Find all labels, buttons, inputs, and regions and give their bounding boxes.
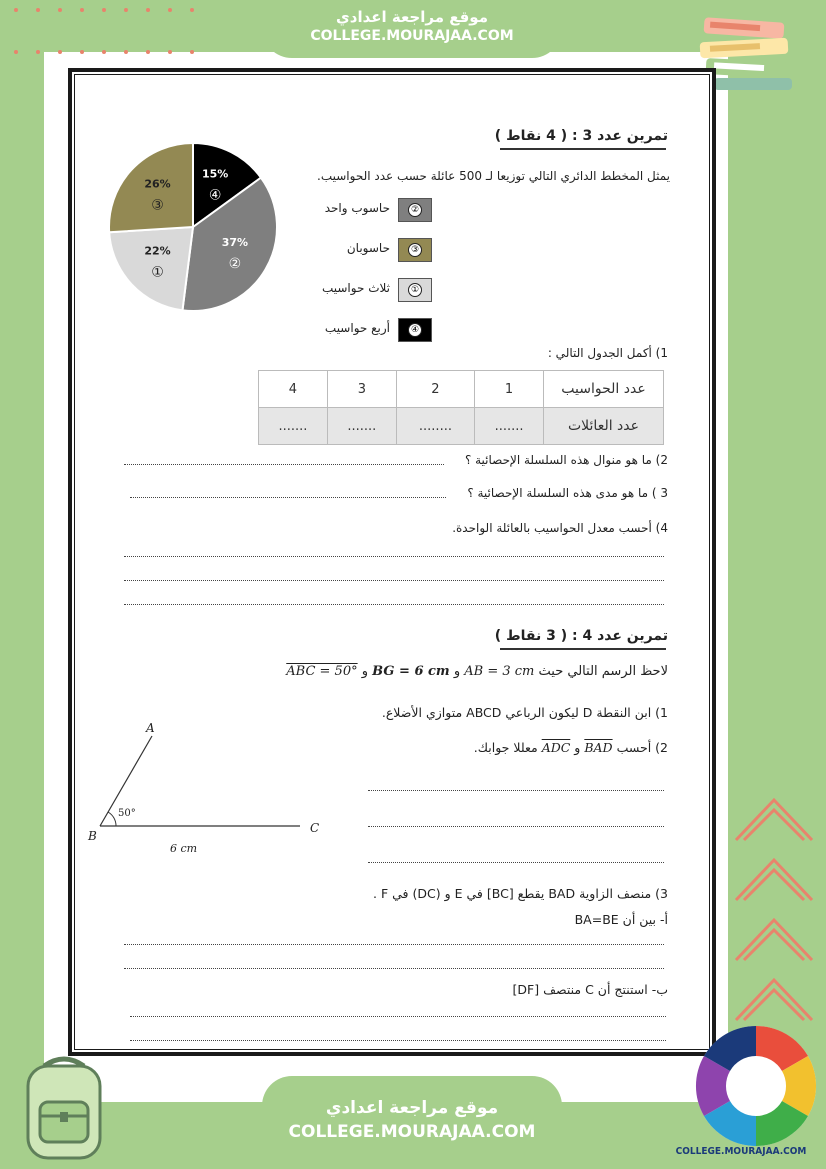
decorative-dot <box>102 8 106 12</box>
pie-slice-label: 26% <box>144 177 171 191</box>
site-name-footer: موقع مراجعة اعدادي <box>325 1098 499 1118</box>
exercise3-q4: 4) أحسب معدل الحواسيب بالعائلة الواحدة. <box>452 521 668 535</box>
legend-swatch <box>398 198 432 222</box>
chevron-decoration <box>730 790 820 1040</box>
exercise3-q2: 2) ما هو منوال هذه السلسلة الإحصائية ؟ <box>464 453 668 467</box>
and-word: و <box>453 664 461 679</box>
exercise4-q1: 1) ابن النقطة D ليكون الرباعي ABCD متوازي الأضلاع. <box>381 705 668 720</box>
exercise4-q3: 3) منصف الزاوية BAD يقطع [BC] في E و (DC) في F . <box>372 886 668 901</box>
q2-text: 2) أحسب <box>616 740 668 755</box>
math-bg: BG = 6 cm <box>372 664 450 679</box>
table-cell: ....... <box>475 408 544 445</box>
legend-swatch <box>398 238 432 262</box>
intro-text: لاحظ الرسم التالي حيث <box>538 664 668 679</box>
exercise3-title-underline <box>500 148 666 150</box>
legend-number: ① <box>408 283 422 297</box>
answer-line <box>124 464 444 465</box>
decorative-dots <box>8 4 208 54</box>
math-adc: $\overline{ADC}$ <box>541 740 571 755</box>
answer-line <box>130 497 446 498</box>
legend-label: حاسوب واحد <box>324 201 390 215</box>
math-abc: ABC = 50° <box>286 664 358 679</box>
pie-slice-number: ① <box>151 264 164 281</box>
table-header-families: عدد العائلات <box>544 408 664 445</box>
answer-line <box>368 826 664 827</box>
exercise3-title: تمرين عدد 3 : ( 4 نقاط ) <box>494 128 668 144</box>
site-name: موقع مراجعة اعدادي <box>336 8 488 26</box>
table-cell: ........ <box>396 408 474 445</box>
answer-line <box>124 604 664 605</box>
decorative-dot <box>36 50 40 54</box>
length-label: 6 cm <box>170 842 198 855</box>
answer-line <box>124 968 664 969</box>
legend-number: ③ <box>408 243 422 257</box>
exercise3-q3: 3 ) ما هو مدى هذه السلسلة الإحصائية ؟ <box>467 486 668 500</box>
answer-line <box>130 1040 666 1041</box>
answer-line <box>124 944 664 945</box>
label-c: C <box>310 821 320 835</box>
exercise4-q3b: ب- استنتج أن C منتصف [DF] <box>512 982 668 997</box>
pie-slice-label: 22% <box>144 244 171 258</box>
legend-swatch <box>398 278 432 302</box>
and-word: و <box>574 740 581 755</box>
decorative-dot <box>58 8 62 12</box>
table-cell: 4 <box>259 371 328 408</box>
legend-swatch <box>398 318 432 342</box>
decorative-dot <box>168 8 172 12</box>
answer-line <box>130 1016 666 1017</box>
decorative-dot <box>190 50 194 54</box>
table-header-computers: عدد الحواسيب <box>544 371 664 408</box>
legend-label: ثلاث حواسيب <box>321 281 390 295</box>
exercise4-q2 <box>380 740 668 755</box>
decorative-dot <box>146 8 150 12</box>
geometry-figure <box>84 716 334 862</box>
angle-label: 50° <box>118 808 136 819</box>
decorative-dot <box>14 8 18 12</box>
answer-line <box>124 556 664 557</box>
pie-slice-label: 37% <box>221 235 249 249</box>
decorative-dot <box>58 50 62 54</box>
label-a: A <box>146 721 155 735</box>
table-cell: ....... <box>259 408 328 445</box>
decorative-dot <box>36 8 40 12</box>
site-url-footer[interactable]: COLLEGE.MOURAJAA.COM <box>288 1122 536 1142</box>
decorative-dot <box>102 50 106 54</box>
answer-line <box>368 790 664 791</box>
decorative-dot <box>124 50 128 54</box>
legend-number: ④ <box>408 323 422 337</box>
pie-slice-number: ④ <box>208 187 222 204</box>
angle-arc <box>108 812 116 826</box>
site-url[interactable]: COLLEGE.MOURAJAA.COM <box>310 28 514 44</box>
math-bad: $\overline{BAD}$ <box>584 740 613 755</box>
site-url-tag[interactable]: COLLEGE.MOURAJAA.COM <box>675 1146 807 1157</box>
and-word: و <box>361 664 369 679</box>
exercise4-q3a: أ- بين أن BA=BE <box>574 912 668 927</box>
pie-slice-number: ③ <box>151 197 164 214</box>
exercise4-title: تمرين عدد 4 : ( 3 نقاط ) <box>494 628 668 644</box>
decorative-dot <box>80 8 84 12</box>
decorative-dot <box>124 8 128 12</box>
math-ab: AB = 3 cm <box>464 664 535 679</box>
exercise4-intro <box>248 664 668 679</box>
pie-slice-number: ② <box>228 255 242 272</box>
table-cell: 3 <box>327 371 396 408</box>
pie-slice-label: 15% <box>201 167 229 181</box>
decorative-dot <box>190 8 194 12</box>
frequency-table <box>258 370 664 445</box>
bottom-banner <box>262 1076 562 1169</box>
exercise3-q1: 1) أكمل الجدول التالي : <box>547 346 668 360</box>
decorative-dot <box>168 50 172 54</box>
subjects-wheel-icon <box>694 1024 818 1148</box>
legend-label: حاسوبان <box>346 241 390 255</box>
top-banner <box>262 0 562 58</box>
exercise4-title-underline <box>500 648 666 650</box>
legend-label: أربع حواسيب <box>324 321 390 335</box>
table-cell: 2 <box>396 371 474 408</box>
exercise3-intro: يمثل المخطط الدائري التالي توزيعا لـ 500 عائلة حسب عدد الحواسيب. <box>317 169 670 183</box>
table-cell: ....... <box>327 408 396 445</box>
pie-chart <box>106 140 280 314</box>
table-cell: 1 <box>475 371 544 408</box>
answer-line <box>368 862 664 863</box>
q2-end: معللا جوابك. <box>473 740 538 755</box>
decorative-dot <box>80 50 84 54</box>
decorative-dot <box>14 50 18 54</box>
decorative-dot <box>146 50 150 54</box>
legend-number: ② <box>408 203 422 217</box>
answer-line <box>124 580 664 581</box>
label-b: B <box>88 829 97 843</box>
backpack-icon <box>14 1052 114 1162</box>
